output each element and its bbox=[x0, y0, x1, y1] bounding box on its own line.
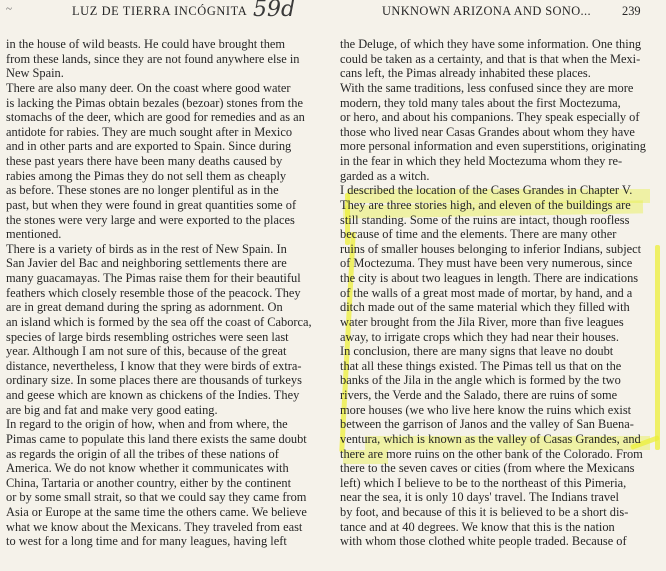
text-line: They are three stories high, and eleven of the buildings are bbox=[340, 197, 631, 212]
text-line: to west for a long time and for many leagues, having left bbox=[6, 534, 287, 549]
text-line: these past years there have been many deaths caused by bbox=[6, 154, 283, 168]
right-column bbox=[340, 37, 662, 549]
text-line: in the house of wild beasts. He could have brought them bbox=[6, 37, 286, 51]
text-line: there are more ruins on the other bank of the Colorado. From bbox=[340, 446, 643, 461]
text-line: ordinary size. In some places there are thousands of turkeys bbox=[6, 373, 302, 388]
text-line: or hero, and about his companions. They speak especially of bbox=[340, 110, 640, 125]
text-line: water brought from the Jila River, more than five leagues bbox=[340, 314, 624, 329]
text-line: China, Tartaria or another country, either by the continent bbox=[6, 475, 292, 490]
text-line: There is a variety of birds as in the rest of New Spain. In bbox=[6, 241, 287, 256]
text-line: the city is about two leagues in length. There are indications bbox=[340, 271, 639, 285]
text-line: distance, nevertheless, I know that they were birds of extra- bbox=[6, 358, 302, 373]
text-line: year. Although I am not sure of this, because of the great bbox=[6, 344, 287, 359]
text-line: those who lived near Casas Grandes about whom they have bbox=[340, 124, 635, 139]
text-line: because of time and the elements. There are many other bbox=[340, 227, 617, 242]
text-line: Pimas came to populate this land there exists the same doubt bbox=[6, 431, 307, 446]
text-line: mentioned. bbox=[6, 227, 62, 242]
text-line: more personal information and even superstitions, originating bbox=[340, 139, 646, 154]
text-line: antidote for rabies. They are much sought after in Mexico bbox=[6, 124, 293, 139]
text-line: and in other parts and are exported to Spain. Since during bbox=[6, 139, 292, 154]
text-line: the stones were very large and were exported to the places bbox=[6, 212, 295, 227]
text-line: near the sea, it is only 10 days' travel. The Indians travel bbox=[340, 490, 619, 505]
text-line: rivers, the Verde and the Salado, there are ruins of some bbox=[340, 388, 618, 402]
text-line: modern, they told many tales about the first Moctezuma, bbox=[340, 95, 621, 110]
text-line: as regards the origin of all the tribes of these nations of bbox=[6, 446, 279, 461]
text-line: With the same traditions, less confused since they are more bbox=[340, 80, 634, 95]
text-line: In regard to the origin of how, when and from where, the bbox=[6, 417, 288, 432]
text-line: Asia or Europe at the same time the others came. We believe bbox=[6, 505, 307, 519]
handwritten-annotation: 59d bbox=[253, 0, 296, 22]
text-line: that all these things existed. The Pimas tell us that on the bbox=[340, 358, 622, 373]
running-header-left: LUZ DE TIERRA INCÓGNITA bbox=[72, 4, 248, 18]
text-line: stomachs of the deer, which are good for remedies and as an bbox=[6, 110, 305, 125]
text-line: past, but when they were found in great quantities some of bbox=[6, 197, 297, 212]
text-line: species of large birds resembling ostriches were seen last bbox=[6, 329, 289, 344]
text-line: New Spain. bbox=[6, 66, 64, 81]
text-line: in the fear in which they held Moctezuma whom they re- bbox=[340, 154, 623, 168]
text-line: more houses (we who live here know the ruins which exist bbox=[340, 402, 632, 417]
text-line: still standing. Some of the ruins are intact, though roofless bbox=[340, 212, 630, 227]
text-line: are in great demand during the spring as adornment. On bbox=[6, 300, 283, 315]
text-line: or by some small strait, so that we could say they came from bbox=[6, 490, 307, 505]
text-line: cans left, the Pimas already inhabited these places. bbox=[340, 66, 591, 81]
text-line: are big and fat and make very good eating. bbox=[6, 402, 218, 417]
text-line: tance and at 40 degrees. We know that this is the nation bbox=[340, 519, 615, 534]
text-line: ventura, which is known as the valley of Casas Grandes, and bbox=[340, 431, 641, 446]
text-line: and geese which are known as chickens of the Indies. They bbox=[6, 388, 300, 402]
text-line: of Moctezuma. They must have been very numerous, since bbox=[340, 256, 633, 271]
text-line: there to the seven caves or cities (from where the Mexicans bbox=[340, 461, 635, 476]
text-line: rabies among the Pimas they do not sell them as cheaply bbox=[6, 168, 287, 183]
text-line: San Javier del Bac and neighboring settlements there are bbox=[6, 256, 287, 271]
text-line: from these lands, since they are not found anywhere else in bbox=[6, 51, 300, 66]
text-line: banks of the Jila in the angle which is formed by the two bbox=[340, 373, 621, 388]
text-line: I described the location of the Cases Grandes in Chapter V. bbox=[340, 183, 633, 198]
margin-mark: ~ bbox=[6, 3, 12, 15]
page-number: 239 bbox=[622, 4, 641, 18]
text-line: There are also many deer. On the coast where good water bbox=[6, 80, 291, 95]
text-line: America. We do not know whether it communicates with bbox=[6, 461, 289, 476]
text-line: by foot, and because of this it is believed to be a short dis- bbox=[340, 505, 629, 519]
text-line: is lacking the Pimas obtain bezales (bezoar) stones from the bbox=[6, 95, 303, 110]
text-line: garded as a witch. bbox=[340, 168, 430, 183]
text-line: feathers which closely resemble those of the peacock. They bbox=[6, 285, 301, 300]
text-line: ruins of smaller houses belonging to inferior Indians, subject bbox=[340, 241, 642, 256]
text-line: what we know about the Mexicans. They traveled from east bbox=[6, 519, 303, 534]
text-line: the Deluge, of which they have some information. One thing bbox=[340, 37, 642, 51]
running-header-right: UNKNOWN ARIZONA AND SONO... bbox=[382, 4, 592, 18]
left-column bbox=[6, 37, 332, 549]
text-line: many guacamayas. The Pimas raise them for their beautiful bbox=[6, 271, 301, 285]
text-line: between the garrison of Janos and the valley of San Buena- bbox=[340, 417, 634, 432]
text-line: of the walls of a great most made of mortar, by hand, and a bbox=[340, 285, 633, 300]
text-line: left) which I believe to be to the northeast of this Pimeria, bbox=[340, 475, 627, 490]
text-line: with whom those clothed white people traded. Because of bbox=[340, 534, 627, 549]
text-line: away, to irrigate crops which they had near their houses. bbox=[340, 329, 619, 344]
text-line: as before. These stones are no longer plentiful as in the bbox=[6, 183, 279, 198]
text-line: ditch made out of the same material which they filled with bbox=[340, 300, 630, 315]
text-line: an island which is formed by the sea off the coast of Caborca, bbox=[6, 314, 312, 329]
text-line: could be taken as a certainty, and that is that when the Mexi- bbox=[340, 51, 641, 66]
text-line: In conclusion, there are many signs that leave no doubt bbox=[340, 344, 614, 359]
